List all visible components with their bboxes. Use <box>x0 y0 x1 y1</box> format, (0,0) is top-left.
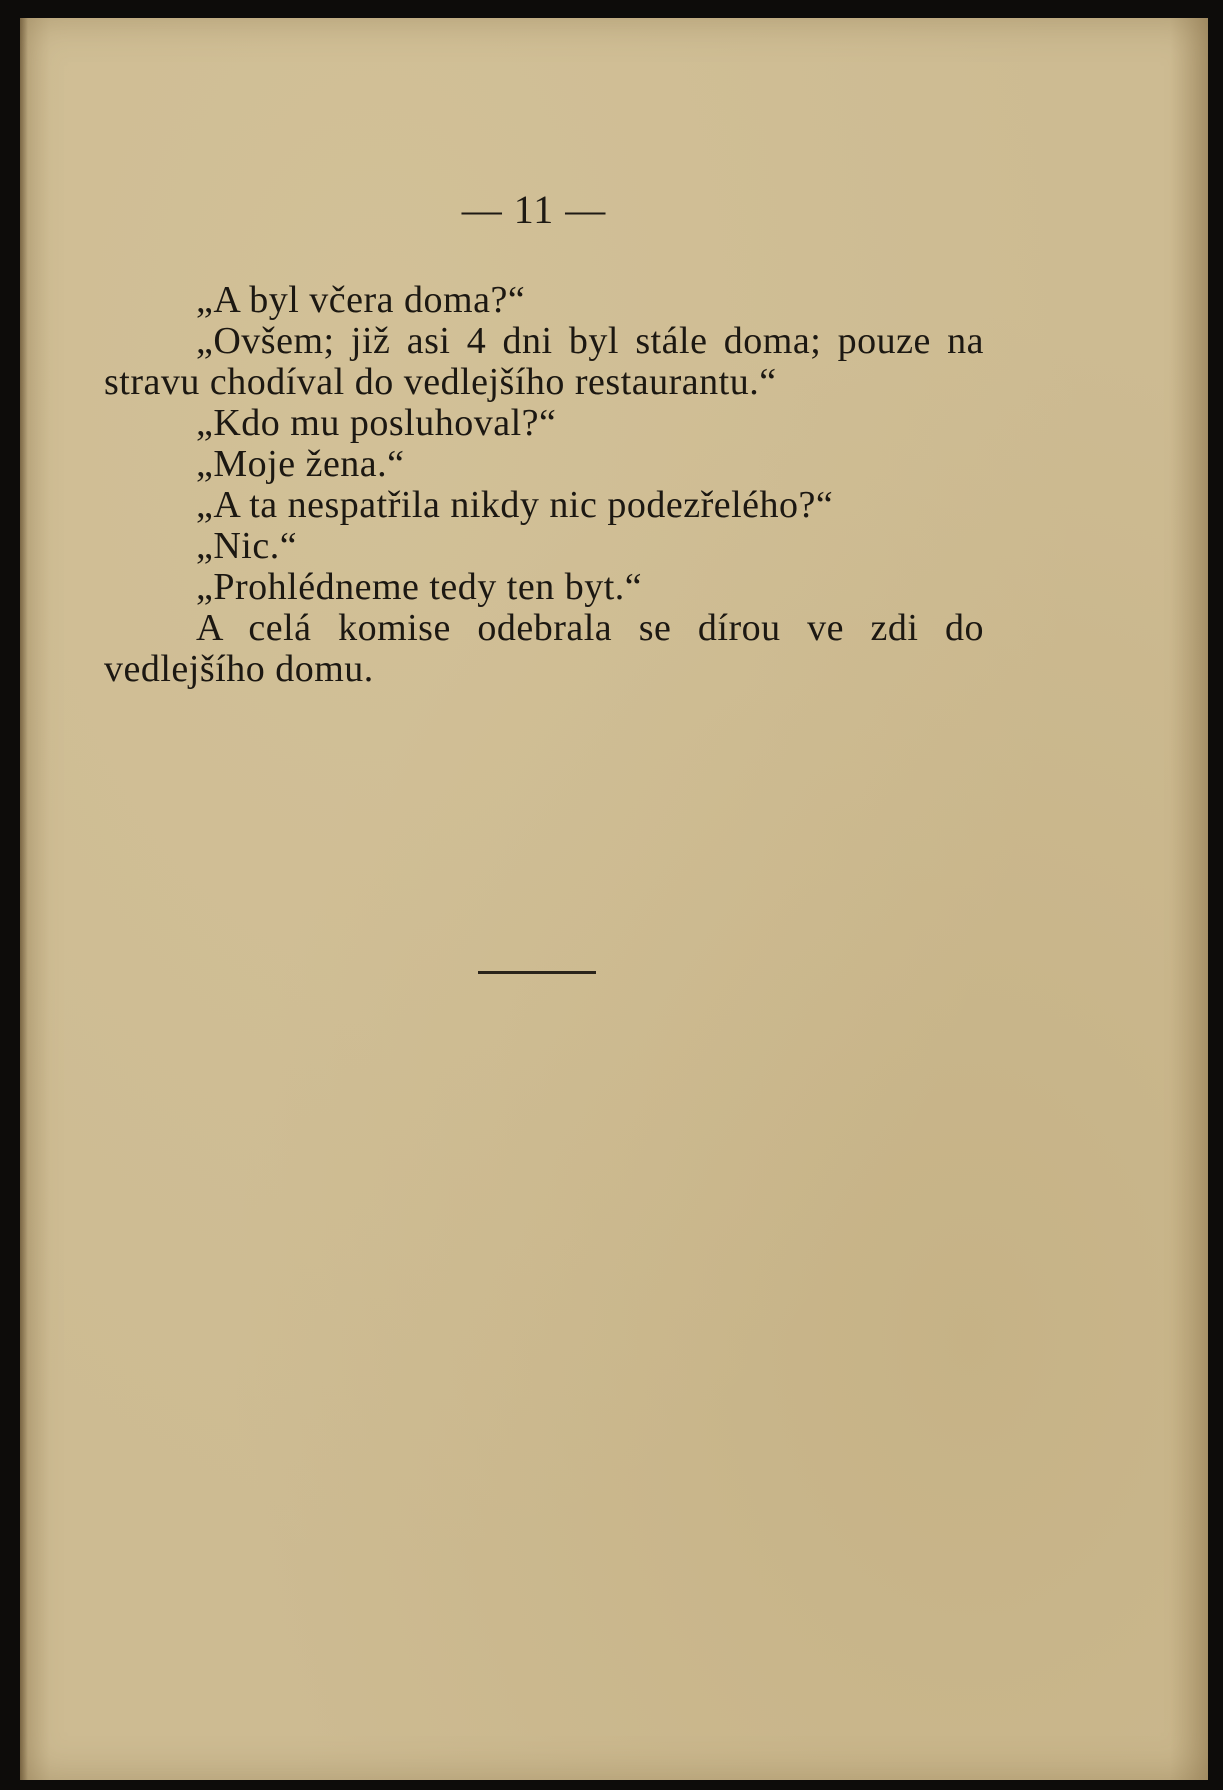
book-page <box>20 18 1208 1780</box>
page-number: — 11 — <box>461 187 607 232</box>
page-text <box>104 280 984 690</box>
paragraph-8: A celá komise odebrala se dírou ve zdi do vedlejšího domu. <box>104 607 984 690</box>
end-rule <box>478 971 596 974</box>
paragraph-4: „Moje žena.“ <box>196 443 405 485</box>
paragraph-5: „A ta nespatřila nikdy nic podezřelého?“ <box>196 484 834 526</box>
paragraph-3: „Kdo mu posluhoval?“ <box>196 402 557 444</box>
paragraph-2: „Ovšem; již asi 4 dni byl stále doma; pouze na stravu chodíval do vedlejšího restaurantu.“ <box>104 320 984 403</box>
paragraph-6: „Nic.“ <box>196 525 298 567</box>
paragraph-1: „A byl včera doma?“ <box>196 279 526 321</box>
page-spine-shadow <box>20 18 28 1780</box>
paragraph-7: „Prohlédneme tedy ten byt.“ <box>196 566 643 608</box>
